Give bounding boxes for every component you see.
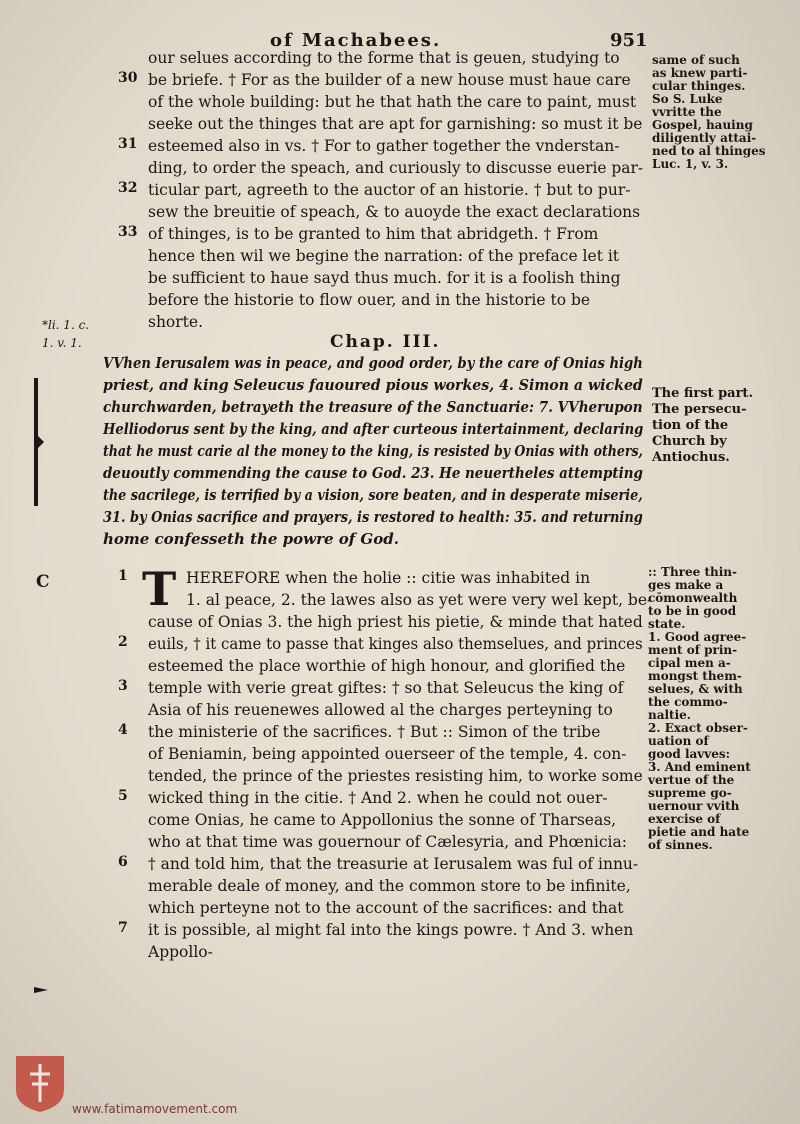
section-letter: C (36, 572, 50, 592)
top-text-verse-number: 33 (118, 224, 138, 240)
body-text-line: come Onias, he came to Appollonius the sonne of Tharseas, (148, 811, 617, 829)
argument-line: 31. by Onias sacrifice and prayers, is restored to health: 35. and returning (103, 508, 643, 526)
body-text-line: HEREFORE when the holie :: citie was inhabited in (186, 569, 591, 587)
body-text-line: merable deale of money, and the common store to be infinite, (148, 877, 631, 895)
argument-line: home confesseth the powre of God. (103, 530, 399, 548)
top-text-line: our selues according to the forme that is geuen, studying to (148, 49, 620, 67)
body-text-verse-number: 7 (118, 920, 128, 936)
drop-cap: T (142, 562, 177, 616)
top-margin-note: same of such as knew parti- cular thinges. So S. Luke vvritte the Gospel, hauing diligently attai- ned to al thinges Luc. 1, v. 3. (652, 53, 766, 171)
part-note: The first part. The persecu- tion of the Church by Antiochus. (652, 386, 753, 465)
body-text-verse-number: 2 (118, 634, 128, 650)
bracket-marker (32, 378, 44, 506)
body-text-line: it is possible, al might fal into the kings powre. † And 3. when (148, 921, 634, 939)
argument-line: deuoutly commending the cause to God. 23. He neuertheles attempting (103, 464, 643, 482)
body-text-line: 1. al peace, 2. the lawes also as yet were very wel kept, be- (186, 591, 653, 609)
arrow-marker (34, 986, 48, 994)
body-text-line: Asia of his reuenewes allowed al the charges perteyning to (148, 701, 613, 719)
top-text-line: seeke out the thinges that are apt for garnishing: so must it be (148, 115, 643, 133)
body-text-line: of Beniamin, being appointed ouerseer of the temple, 4. con- (148, 745, 627, 763)
argument-line: priest, and king Seleucus fauoured pious workes, 4. Simon a wicked (103, 376, 643, 394)
margin-ref-2: 1. v. 1. (42, 336, 82, 350)
body-text-line: wicked thing in the citie. † And 2. when he could not ouer- (148, 789, 608, 807)
top-text-line: shorte. (148, 313, 204, 331)
top-text-line: ding, to order the speach, and curiously to discusse euerie par- (148, 159, 644, 177)
top-text-verse-number: 31 (118, 136, 138, 152)
body-margin-note: :: Three thin- ges make a cōmonwealth to be in good state. 1. Good agree- ment of prin- cipal men a- mongst them- selues, & with the commo- naltie. 2. Exact obser- uation of good lavves: 3. And eminent vertue of the supreme go- uernour vvith exercise of pietie and hate of sinnes. (648, 565, 751, 852)
top-text-verse-number: 30 (118, 70, 138, 86)
top-text-line: be briefe. † For as the builder of a new house must haue care (148, 71, 631, 89)
top-text-line: of the whole building: but he that hath the care to paint, must (148, 93, 637, 111)
body-text-verse-number: 4 (118, 722, 128, 738)
argument-line: VVhen Ierusalem was in peace, and good order, by the care of Onias high (103, 354, 643, 372)
body-text-line: cause of Onias 3. the high priest his pietie, & minde that hated (148, 613, 643, 631)
running-header: of Machabees. (270, 30, 442, 51)
body-text-line: tended, the prince of the priestes resisting him, to worke some (148, 767, 643, 785)
body-text-line: Appollo- (148, 943, 213, 961)
page-number: 951 (610, 30, 648, 51)
logo-icon (14, 1054, 66, 1114)
body-text-line: who at that time was gouernour of Cælesyria, and Phœnicia: (148, 833, 627, 851)
top-text-line: before the historie to flow ouer, and in the historie to be (148, 291, 591, 309)
top-text-line: hence then wil we begine the narration: of the preface let it (148, 247, 620, 265)
argument-line: Helliodorus sent by the king, and after curteous intertainment, declaring (103, 420, 644, 438)
top-text-line: sew the breuitie of speach, & to auoyde the exact declarations (148, 203, 641, 221)
top-text-line: be sufficient to haue sayd thus much. for it is a foolish thing (148, 269, 621, 287)
chapter-heading: Chap. III. (330, 332, 441, 352)
top-text-verse-number: 32 (118, 180, 138, 196)
argument-line: the sacrilege, is terrified by a vision, sore beaten, and in desperate miserie, (103, 486, 643, 504)
body-text-verse-number: 6 (118, 854, 128, 870)
argument-line: that he must carie al the money to the king, is resisted by Onias with others, (103, 442, 643, 460)
top-text-line: of thinges, is to be granted to him that abridgeth. † From (148, 225, 599, 243)
body-text-line: the ministerie of the sacrifices. † But :: Simon of the tribe (148, 723, 601, 741)
top-text-line: ticular part, agreeth to the auctor of an historie. † but to pur- (148, 181, 631, 199)
body-text-line: which perteyne not to the account of the sacrifices: and that (148, 899, 624, 917)
body-text-verse-number: 1 (118, 568, 128, 584)
body-text-line: † and told him, that the treasurie at Ierusalem was ful of innu- (148, 855, 639, 873)
body-text-line: esteemed the place worthie of high honour, and glorified the (148, 657, 626, 675)
top-text-line: esteemed also in vs. † For to gather together the vnderstan- (148, 137, 620, 155)
body-text-line: euils, † it came to passe that kinges also themselues, and princes (148, 635, 643, 653)
argument-line: churchwarden, betrayeth the treasure of the Sanctuarie: 7. VVherupon (103, 398, 643, 416)
margin-ref-1: *li. 1. c. (42, 318, 90, 332)
body-text-verse-number: 3 (118, 678, 128, 694)
body-text-verse-number: 5 (118, 788, 128, 804)
body-text-line: temple with verie great giftes: † so that Seleucus the king of (148, 679, 624, 697)
footer-url[interactable]: www.fatimamovement.com (72, 1102, 238, 1116)
